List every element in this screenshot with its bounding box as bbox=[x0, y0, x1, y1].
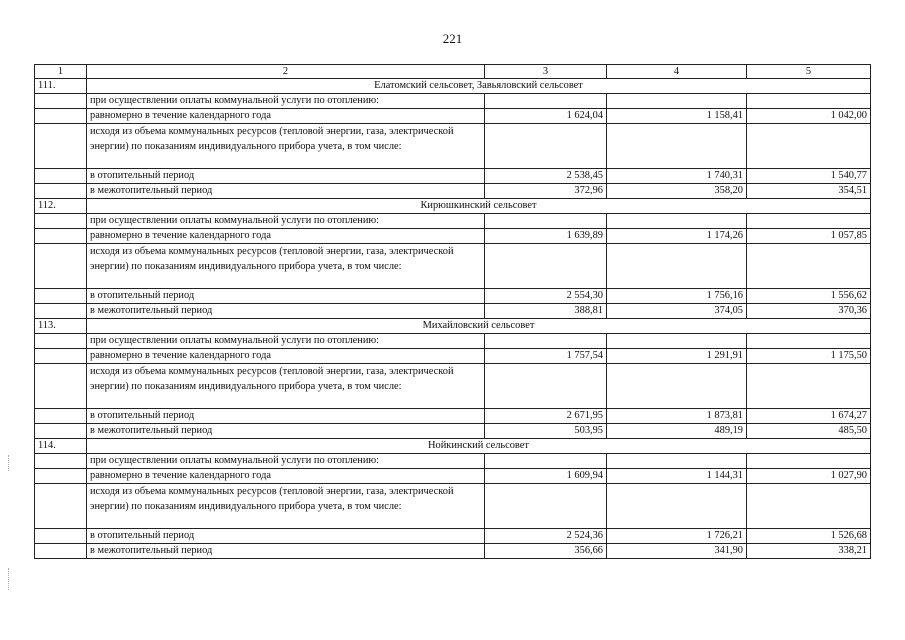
off-season-value-col3: 372,96 bbox=[485, 184, 607, 199]
empty-cell bbox=[485, 484, 607, 529]
empty-cell bbox=[607, 364, 747, 409]
empty-cell bbox=[35, 109, 87, 124]
off-season-row bbox=[35, 424, 871, 439]
empty-cell bbox=[35, 244, 87, 289]
by-meter-label: исходя из объема коммунальных ресурсов (тепловой энергии, газа, электрической энергии) по показаниям индивидуального прибора учета, в том числе: bbox=[87, 244, 485, 289]
section-name: Михайловский сельсовет bbox=[87, 319, 871, 334]
empty-cell bbox=[35, 544, 87, 559]
section-index: 113. bbox=[35, 319, 87, 334]
empty-cell bbox=[35, 169, 87, 184]
heating-season-value-col5: 1 540,77 bbox=[747, 169, 871, 184]
evenly-value-col5: 1 042,00 bbox=[747, 109, 871, 124]
empty-cell bbox=[35, 424, 87, 439]
empty-cell bbox=[35, 469, 87, 484]
heating-season-row bbox=[35, 289, 871, 304]
scan-margin-mark bbox=[8, 568, 10, 590]
empty-cell bbox=[607, 334, 747, 349]
heating-season-value-col4: 1 740,31 bbox=[607, 169, 747, 184]
heating-season-value-col4: 1 873,81 bbox=[607, 409, 747, 424]
off-season-value-col5: 354,51 bbox=[747, 184, 871, 199]
heating-season-row bbox=[35, 169, 871, 184]
empty-cell bbox=[35, 214, 87, 229]
empty-cell bbox=[35, 304, 87, 319]
empty-cell bbox=[747, 334, 871, 349]
off-season-value-col4: 341,90 bbox=[607, 544, 747, 559]
heating-season-value-col5: 1 674,27 bbox=[747, 409, 871, 424]
empty-cell bbox=[35, 409, 87, 424]
empty-cell bbox=[607, 94, 747, 109]
off-season-row bbox=[35, 304, 871, 319]
payment-label-row bbox=[35, 214, 871, 229]
heating-season-row bbox=[35, 529, 871, 544]
empty-cell bbox=[607, 214, 747, 229]
evenly-row bbox=[35, 229, 871, 244]
section-header-row bbox=[35, 319, 871, 334]
empty-cell bbox=[485, 124, 607, 169]
empty-cell bbox=[35, 289, 87, 304]
heating-season-label: в отопительный период bbox=[87, 169, 485, 184]
empty-cell bbox=[35, 124, 87, 169]
section-index: 114. bbox=[35, 439, 87, 454]
empty-cell bbox=[35, 334, 87, 349]
empty-cell bbox=[485, 454, 607, 469]
heating-season-value-col4: 1 726,21 bbox=[607, 529, 747, 544]
empty-cell bbox=[485, 364, 607, 409]
evenly-value-col4: 1 158,41 bbox=[607, 109, 747, 124]
off-season-label: в межотопительный период bbox=[87, 304, 485, 319]
evenly-row bbox=[35, 349, 871, 364]
off-season-label: в межотопительный период bbox=[87, 544, 485, 559]
heating-season-row bbox=[35, 409, 871, 424]
by-meter-row bbox=[35, 244, 871, 289]
empty-cell bbox=[607, 484, 747, 529]
evenly-value-col3: 1 757,54 bbox=[485, 349, 607, 364]
column-number-row bbox=[35, 65, 871, 79]
column-number-2: 2 bbox=[87, 65, 485, 79]
column-number-5: 5 bbox=[747, 65, 871, 79]
evenly-value-col3: 1 609,94 bbox=[485, 469, 607, 484]
heating-season-label: в отопительный период bbox=[87, 409, 485, 424]
tariff-table-body bbox=[35, 65, 871, 559]
evenly-row bbox=[35, 109, 871, 124]
evenly-label: равномерно в течение календарного года bbox=[87, 109, 485, 124]
payment-label: при осуществлении оплаты коммунальной услуги по отоплению: bbox=[87, 94, 485, 109]
evenly-value-col4: 1 291,91 bbox=[607, 349, 747, 364]
off-season-value-col5: 370,36 bbox=[747, 304, 871, 319]
page-number: 221 bbox=[442, 31, 463, 46]
payment-label: при осуществлении оплаты коммунальной услуги по отоплению: bbox=[87, 334, 485, 349]
heating-season-value-col3: 2 524,36 bbox=[485, 529, 607, 544]
off-season-label: в межотопительный период bbox=[87, 424, 485, 439]
payment-label: при осуществлении оплаты коммунальной услуги по отоплению: bbox=[87, 214, 485, 229]
section-name: Кирюшкинский сельсовет bbox=[87, 199, 871, 214]
heating-season-value-col4: 1 756,16 bbox=[607, 289, 747, 304]
evenly-label: равномерно в течение календарного года bbox=[87, 469, 485, 484]
off-season-value-col5: 338,21 bbox=[747, 544, 871, 559]
by-meter-label: исходя из объема коммунальных ресурсов (тепловой энергии, газа, электрической энергии) по показаниям индивидуального прибора учета, в том числе: bbox=[87, 364, 485, 409]
empty-cell bbox=[607, 124, 747, 169]
off-season-value-col3: 388,81 bbox=[485, 304, 607, 319]
section-header-row bbox=[35, 439, 871, 454]
payment-label-row bbox=[35, 454, 871, 469]
off-season-value-col4: 358,20 bbox=[607, 184, 747, 199]
off-season-label: в межотопительный период bbox=[87, 184, 485, 199]
by-meter-label: исходя из объема коммунальных ресурсов (тепловой энергии, газа, электрической энергии) по показаниям индивидуального прибора учета, в том числе: bbox=[87, 124, 485, 169]
empty-cell bbox=[35, 364, 87, 409]
empty-cell bbox=[607, 244, 747, 289]
off-season-value-col4: 374,05 bbox=[607, 304, 747, 319]
payment-label: при осуществлении оплаты коммунальной услуги по отоплению: bbox=[87, 454, 485, 469]
off-season-value-col3: 356,66 bbox=[485, 544, 607, 559]
column-number-1: 1 bbox=[35, 65, 87, 79]
evenly-row bbox=[35, 469, 871, 484]
heating-season-value-col3: 2 671,95 bbox=[485, 409, 607, 424]
heating-season-value-col3: 2 538,45 bbox=[485, 169, 607, 184]
empty-cell bbox=[747, 364, 871, 409]
empty-cell bbox=[607, 454, 747, 469]
evenly-label: равномерно в течение календарного года bbox=[87, 349, 485, 364]
off-season-value-col4: 489,19 bbox=[607, 424, 747, 439]
evenly-value-col5: 1 057,85 bbox=[747, 229, 871, 244]
off-season-row bbox=[35, 544, 871, 559]
evenly-label: равномерно в течение календарного года bbox=[87, 229, 485, 244]
empty-cell bbox=[485, 244, 607, 289]
empty-cell bbox=[485, 334, 607, 349]
off-season-value-col3: 503,95 bbox=[485, 424, 607, 439]
section-name: Нойкинский сельсовет bbox=[87, 439, 871, 454]
by-meter-row bbox=[35, 124, 871, 169]
heating-season-label: в отопительный период bbox=[87, 289, 485, 304]
section-index: 112. bbox=[35, 199, 87, 214]
off-season-value-col5: 485,50 bbox=[747, 424, 871, 439]
heating-season-label: в отопительный период bbox=[87, 529, 485, 544]
tariff-table bbox=[34, 64, 871, 559]
off-season-row bbox=[35, 184, 871, 199]
by-meter-row bbox=[35, 364, 871, 409]
empty-cell bbox=[747, 214, 871, 229]
empty-cell bbox=[747, 124, 871, 169]
empty-cell bbox=[35, 184, 87, 199]
scan-margin-mark bbox=[8, 455, 10, 471]
heating-season-value-col5: 1 526,68 bbox=[747, 529, 871, 544]
empty-cell bbox=[747, 94, 871, 109]
section-header-row bbox=[35, 199, 871, 214]
empty-cell bbox=[747, 484, 871, 529]
empty-cell bbox=[747, 454, 871, 469]
evenly-value-col4: 1 174,26 bbox=[607, 229, 747, 244]
heating-season-value-col3: 2 554,30 bbox=[485, 289, 607, 304]
empty-cell bbox=[35, 454, 87, 469]
section-index: 111. bbox=[35, 79, 87, 94]
section-header-row bbox=[35, 79, 871, 94]
payment-label-row bbox=[35, 334, 871, 349]
section-name: Елатомский сельсовет, Завьяловский сельсовет bbox=[87, 79, 871, 94]
heating-season-value-col5: 1 556,62 bbox=[747, 289, 871, 304]
column-number-4: 4 bbox=[607, 65, 747, 79]
evenly-value-col5: 1 027,90 bbox=[747, 469, 871, 484]
evenly-value-col4: 1 144,31 bbox=[607, 469, 747, 484]
by-meter-row bbox=[35, 484, 871, 529]
evenly-value-col5: 1 175,50 bbox=[747, 349, 871, 364]
empty-cell bbox=[35, 529, 87, 544]
empty-cell bbox=[35, 229, 87, 244]
empty-cell bbox=[35, 484, 87, 529]
evenly-value-col3: 1 639,89 bbox=[485, 229, 607, 244]
by-meter-label: исходя из объема коммунальных ресурсов (тепловой энергии, газа, электрической энергии) по показаниям индивидуального прибора учета, в том числе: bbox=[87, 484, 485, 529]
column-number-3: 3 bbox=[485, 65, 607, 79]
empty-cell bbox=[35, 349, 87, 364]
evenly-value-col3: 1 624,04 bbox=[485, 109, 607, 124]
empty-cell bbox=[35, 94, 87, 109]
empty-cell bbox=[485, 214, 607, 229]
payment-label-row bbox=[35, 94, 871, 109]
empty-cell bbox=[747, 244, 871, 289]
empty-cell bbox=[485, 94, 607, 109]
